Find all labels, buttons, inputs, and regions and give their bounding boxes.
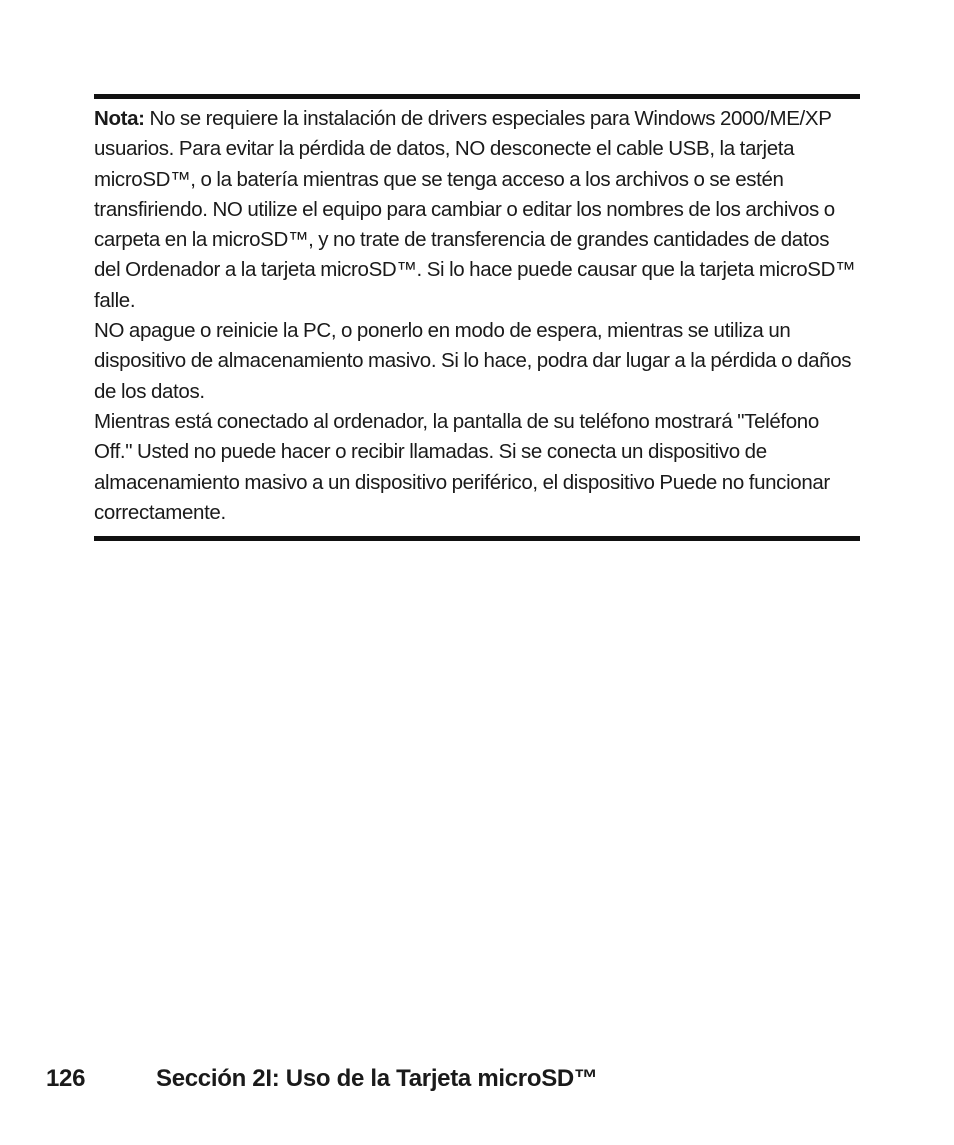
note-paragraph-3: Mientras está conectado al ordenador, la pantalla de su teléfono mostrará "Teléfono Off." Usted no puede hacer o recibir llamadas. Si se conecta un dispositivo de almacenamiento masivo a un dispositivo periférico, el dispositivo Puede no funcionar correctamente. [94, 409, 830, 524]
note-box [94, 94, 860, 541]
note-text-1: No se requiere la instalación de drivers especiales para Windows 2000/ME/XP usuarios. Para evitar la pérdida de datos, NO desconecte el cable USB, la tarjeta microSD™, o la batería mientras que se tenga acceso a los archivos o se estén transfiriendo. NO utilize el equipo para cambiar o editar los nombres de los archivos o carpeta en la microSD™, y no trate de transferencia de grandes cantidades de datos del Ordenador a la tarjeta microSD™. Si lo hace puede causar que la tarjeta microSD™ falle. [94, 107, 856, 312]
page-number: 126 [46, 1065, 86, 1092]
page-footer [46, 1062, 598, 1096]
note-paragraph-2: NO apague o reinicie la PC, o ponerlo en modo de espera, mientras se utiliza un dispositivo de almacenamiento masivo. Si lo hace, podra dar lugar a la pérdida o daños de los datos. [94, 319, 852, 403]
section-title: Sección 2I: Uso de la Tarjeta microSD™ [156, 1065, 598, 1092]
note-label: Nota: [94, 107, 145, 130]
note-paragraph-1 [94, 104, 860, 316]
